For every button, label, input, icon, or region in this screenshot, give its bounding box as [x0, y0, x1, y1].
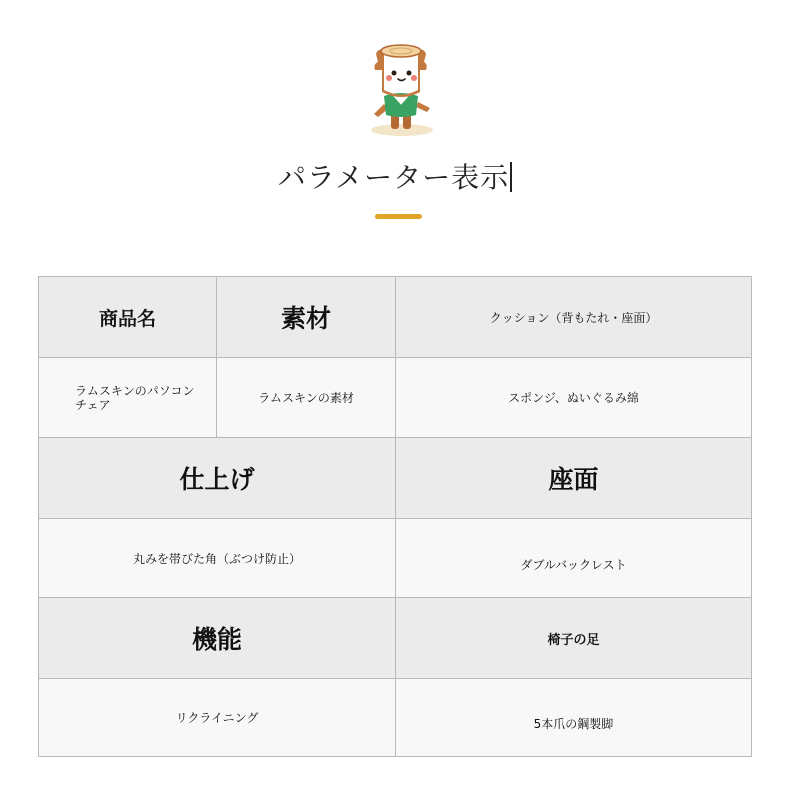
text-cursor [510, 162, 512, 192]
cushion-value: スポンジ、ぬいぐるみ綿 [396, 358, 751, 438]
seat-value: ダブルバックレスト [396, 519, 751, 598]
page-title: パラメーター表示 [0, 156, 790, 196]
table-row [39, 277, 751, 358]
function-label: 機能 [39, 598, 396, 679]
seat-label: 座面 [396, 438, 751, 519]
cushion-label: クッション（背もたれ・座面） [396, 277, 751, 358]
stump-mascot-icon [362, 42, 438, 138]
material-label: 素材 [217, 277, 396, 358]
finish-value: 丸みを帯びた角（ぶつけ防止） [39, 519, 396, 598]
title-underline [375, 214, 422, 219]
parameter-table [38, 276, 752, 757]
table-row [39, 438, 751, 519]
product-name-label: 商品名 [39, 277, 217, 358]
chair-legs-value: 5本爪の鋼製脚 [396, 679, 751, 756]
finish-label: 仕上げ [39, 438, 396, 519]
function-value: リクライニング [39, 679, 396, 756]
product-name-value: ラムスキンのパソコンチェア [39, 358, 217, 438]
table-row [39, 598, 751, 679]
table-row [39, 358, 751, 438]
table-row [39, 679, 751, 756]
material-value: ラムスキンの素材 [217, 358, 396, 438]
table-row [39, 519, 751, 598]
chair-legs-label: 椅子の足 [396, 598, 751, 679]
